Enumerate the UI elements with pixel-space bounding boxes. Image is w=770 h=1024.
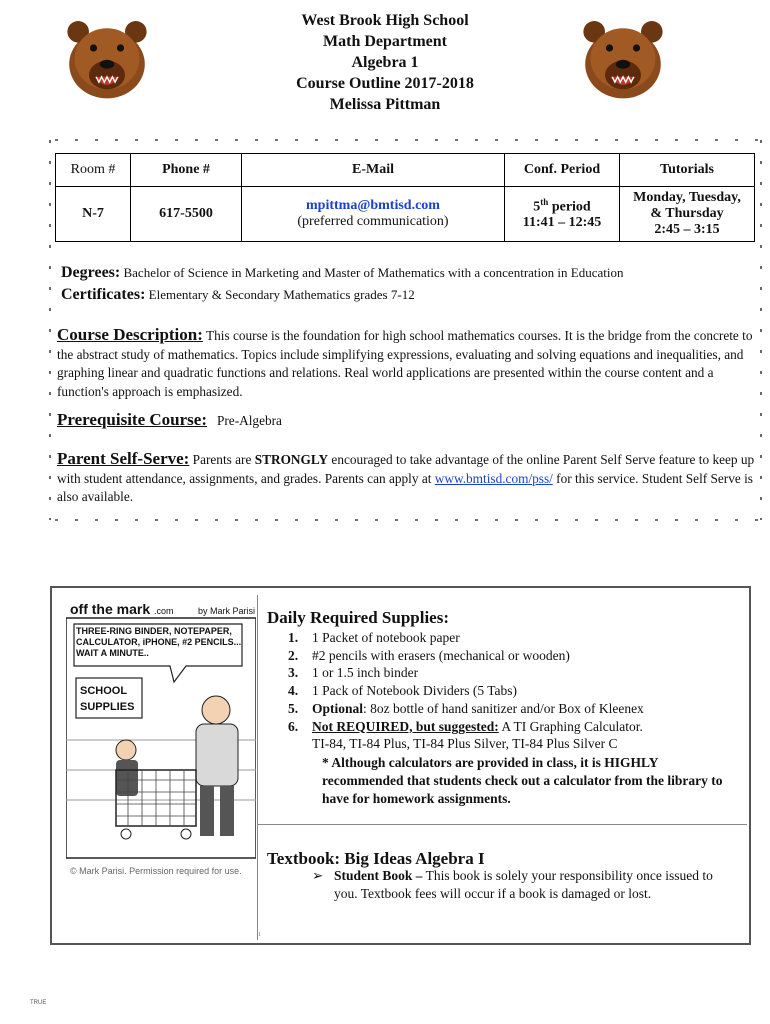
- supply-calculator-models: TI-84, TI-84 Plus, TI-84 Plus Silver, TI-84 Plus Silver C: [312, 736, 618, 752]
- table-header-row: [56, 154, 755, 187]
- cartoon-speech-text: THREE-RING BINDER, NOTEPAPER, CALCULATOR, iPHONE, #2 PENCILS... WAIT A MINUTE..: [76, 626, 242, 658]
- table-row: [56, 187, 755, 242]
- supply-number-4: 4.: [288, 683, 299, 699]
- prerequisite-text: Pre-Algebra: [216, 413, 282, 428]
- cartoon-sign-line2: SUPPLIES: [80, 701, 135, 713]
- degrees-section: [61, 262, 751, 306]
- decorative-border-top: [55, 135, 765, 145]
- email-cell: [242, 187, 505, 242]
- box-divider-horizontal: [257, 824, 747, 825]
- cartoon-brand-suffix: .com: [154, 606, 174, 616]
- supply-text-3: 1 or 1.5 inch binder: [312, 665, 419, 681]
- tutorials-cell: [620, 187, 755, 242]
- bear-mascot-left-image: [62, 12, 152, 102]
- bear-mascot-right-image: [578, 12, 668, 102]
- header-phone: Phone #: [131, 154, 242, 187]
- department-name: Math Department: [323, 33, 447, 50]
- header-tutorials: Tutorials: [620, 154, 755, 187]
- course-name: Algebra 1: [351, 54, 419, 71]
- list-item: [288, 682, 738, 700]
- supply-number-5: 5.: [288, 700, 299, 716]
- decorative-border-right: [756, 140, 766, 520]
- decorative-border-left: [45, 140, 55, 520]
- course-description-text: This course is the foundation for high school mathematics courses. It is the bridge from the concrete to the abstract study of mathematics. Topics include simplifying expressions, evaluating and solving equations and inequalities, and graphing linear and quadratic functions and relations. Real world applications are presented within the course content and a function's approach is emphasized.: [57, 328, 753, 399]
- cartoon-brand: off the mark: [70, 601, 151, 617]
- supply-number-3: 3.: [288, 665, 299, 681]
- student-book-label: Student Book –: [334, 868, 423, 883]
- parent-text-3: for this service. Student Self Serve is also available.: [57, 470, 753, 504]
- textbook-section: [312, 867, 732, 903]
- outline-title: Course Outline 2017-2018: [296, 75, 474, 92]
- conf-period-number: 5: [533, 199, 541, 215]
- room-value: N-7: [56, 187, 131, 242]
- supply-text-6: A TI Graphing Calculator.: [498, 718, 643, 734]
- cartoon-copyright: © Mark Parisi. Permission required for use.: [70, 866, 242, 876]
- supply-text-1: 1 Packet of notebook paper: [312, 630, 460, 645]
- conf-period-word: period: [548, 199, 591, 215]
- decorative-border-bottom: [55, 515, 765, 525]
- pss-link[interactable]: www.bmtisd.com/pss/: [434, 470, 553, 486]
- supply-number-6: 6.: [288, 718, 299, 734]
- parent-self-serve-label: Parent Self-Serve:: [57, 449, 190, 468]
- supply-suggested-label: Not REQUIRED, but suggested:: [312, 718, 499, 734]
- parent-text-2: encouraged to take advantage of the online Parent Self Serve feature to keep up with student attendance, assignments, and grades. Parents can apply at: [57, 452, 755, 486]
- parent-strong-text: STRONGLY: [254, 452, 329, 467]
- email-note: (preferred communication): [297, 214, 449, 229]
- arrow-bullet-icon: ➢: [312, 868, 324, 883]
- list-item: [288, 647, 738, 665]
- certificates-label: Certificates:: [61, 286, 146, 303]
- list-item: [288, 718, 738, 753]
- parent-text-1: Parents are: [189, 452, 255, 467]
- prerequisite-label: Prerequisite Course:: [57, 410, 207, 429]
- document-header: [200, 10, 570, 115]
- course-description-label: Course Description:: [57, 325, 203, 344]
- conf-period-cell: [505, 187, 620, 242]
- cartoon-author: by Mark Parisi: [198, 606, 256, 616]
- page-number: 1: [258, 932, 261, 938]
- student-book-text: This book is solely your responsibility once issued to you. Textbook fees will occur if a book is damaged or lost.: [334, 868, 713, 901]
- parent-self-serve-section: [57, 450, 757, 507]
- conf-period-time: 11:41 – 12:45: [522, 215, 602, 231]
- certificates-text: Elementary & Secondary Mathematics grades 7-12: [145, 287, 415, 302]
- supplies-title: Daily Required Supplies:: [267, 608, 450, 627]
- phone-value: 617-5500: [131, 187, 242, 242]
- supplies-list: [288, 629, 738, 753]
- tutorials-days-1: Monday, Tuesday,: [633, 190, 741, 205]
- school-name: West Brook High School: [301, 12, 469, 29]
- calculator-note: * Although calculators are provided in class, it is HIGHLY recommended that students check out a calculator from the library to have for homework assignments.: [322, 755, 723, 806]
- supply-text-5: : 8oz bottle of hand sanitizer and/or Box of Kleenex: [363, 700, 644, 716]
- header-room: Room #: [56, 154, 131, 187]
- supply-number-2: 2.: [288, 647, 299, 663]
- textbook-title: Textbook: Big Ideas Algebra I: [267, 849, 485, 868]
- header-email: E-Mail: [242, 154, 505, 187]
- contact-info-table: [55, 153, 755, 242]
- header-conf-period: Conf. Period: [505, 154, 620, 187]
- degrees-text: Bachelor of Science in Marketing and Master of Mathematics with a concentration in Education: [120, 265, 624, 280]
- supply-text-2: #2 pencils with erasers (mechanical or wooden): [312, 647, 570, 663]
- list-item: [288, 664, 738, 682]
- cartoon-image: [66, 600, 256, 878]
- supply-text-4: 1 Pack of Notebook Dividers (5 Tabs): [312, 683, 518, 699]
- list-item: [288, 629, 738, 647]
- supply-optional-label: Optional: [312, 700, 364, 716]
- list-item: [288, 700, 738, 718]
- prerequisite-section: [57, 411, 757, 431]
- email-link[interactable]: mpittma@bmtisd.com: [306, 198, 440, 213]
- box-divider-vertical: [257, 595, 258, 940]
- course-description-section: [57, 326, 757, 401]
- cartoon-sign-line1: SCHOOL: [80, 685, 128, 697]
- tutorials-days-2: & Thursday: [650, 206, 724, 221]
- teacher-name: Melissa Pittman: [329, 96, 441, 113]
- degrees-label: Degrees:: [61, 264, 121, 281]
- tutorials-time: 2:45 – 3:15: [654, 222, 720, 237]
- conf-period-suffix: th: [540, 196, 549, 207]
- footer-tag: TRUE: [30, 1000, 47, 1006]
- supply-number-1: 1.: [288, 630, 299, 645]
